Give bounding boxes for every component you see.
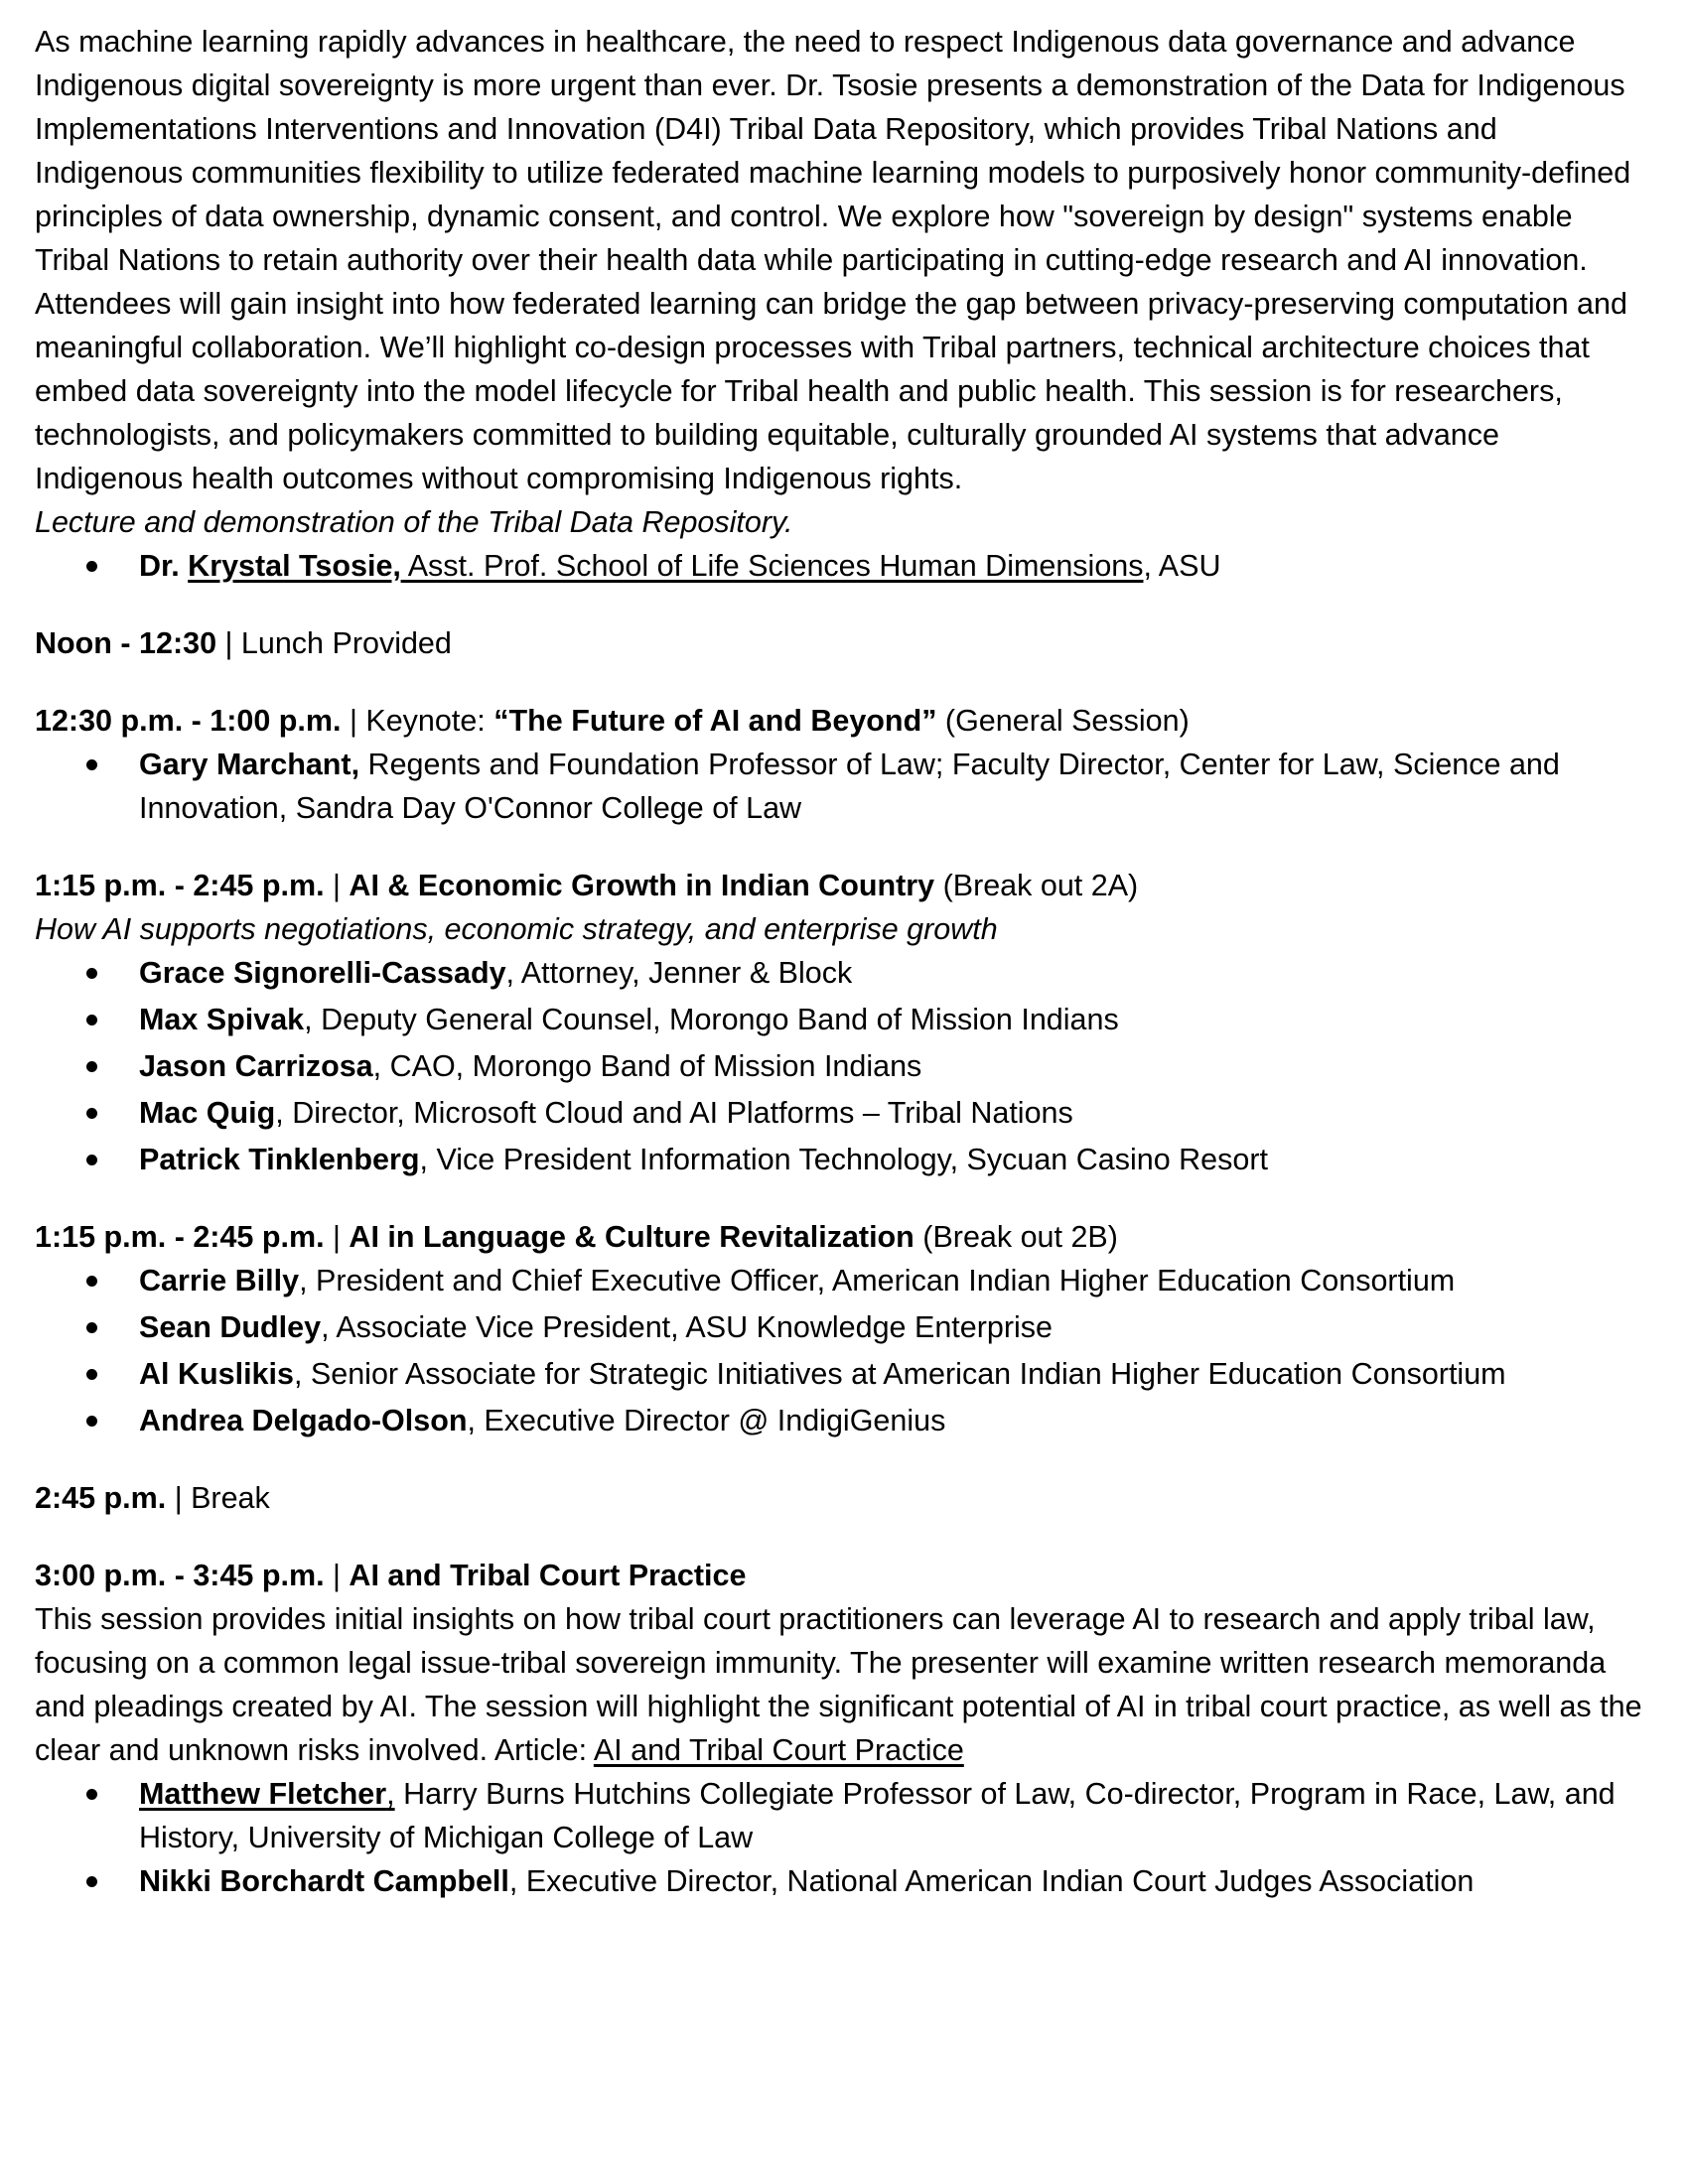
text-segment: Max Spivak [139, 1003, 305, 1036]
speaker-list-keynote [35, 743, 1648, 830]
text-segment: Noon - 12:30 [35, 626, 217, 660]
text-segment: AI in Language & Culture Revitalization [349, 1220, 914, 1254]
text-segment: As machine learning rapidly advances in healthcare, the need to respect Indigenous data governance and advance Indigenous digital sovereignty is more urgent than ever. Dr. Tsosie presents a demonstration of the Data for Indigenous Implementations Interventions and Innovation (D4I) Tribal Data Repository, which provides Tribal Nations and Indigenous communities flexibility to utilize federated machine learning models to purposively honor community-defined principles of data ownership, dynamic consent, and control. We explore how "sovereign by design" systems enable Tribal Nations to retain authority over their health data while participating in cutting-edge research and AI innovation. [35, 25, 1631, 277]
speaker-jason-carrizosa [35, 1044, 1648, 1088]
text-link[interactable]: Krystal Tsosie, [188, 549, 401, 583]
text-link[interactable]: Asst. Prof. School of Life Sciences Human Dimensions [400, 549, 1144, 583]
text-segment: Al Kuslikis [139, 1357, 294, 1391]
text-segment: (Break out 2B) [914, 1220, 1118, 1254]
text-segment: Gary Marchant, [139, 748, 360, 781]
speaker-list-breakout-2a [35, 951, 1648, 1181]
intro-paragraph-d4i [35, 20, 1648, 282]
schedule-keynote [35, 699, 1648, 743]
text-segment: AI & Economic Growth in Indian Country [349, 869, 935, 902]
session-heading-tribal-court [35, 1554, 1648, 1597]
session-description-tribal-court [35, 1597, 1648, 1772]
speaker-list-breakout-2b [35, 1259, 1648, 1442]
text-segment: , ASU [1143, 549, 1221, 583]
text-segment: 2:45 p.m. [35, 1481, 167, 1515]
text-segment: (Break out 2A) [934, 869, 1139, 902]
text-segment: AI and Tribal Court Practice [349, 1559, 747, 1592]
text-link[interactable]: AI and Tribal Court Practice [593, 1733, 964, 1767]
text-segment: | [324, 869, 350, 902]
text-segment: Grace Signorelli-Cassady [139, 956, 506, 990]
text-segment: , President and Chief Executive Officer, American Indian Higher Education Consortium [299, 1264, 1456, 1297]
text-segment: , Deputy General Counsel, Morongo Band of Mission Indians [304, 1003, 1119, 1036]
text-segment: 3:00 p.m. - 3:45 p.m. [35, 1559, 325, 1592]
schedule-break [35, 1476, 1648, 1520]
text-segment: Nikki Borchardt Campbell [139, 1864, 509, 1898]
text-segment: “The Future of AI and Beyond” [493, 704, 937, 738]
speaker-list-campbell [35, 1859, 1648, 1903]
text-segment: Jason Carrizosa [139, 1049, 373, 1083]
speaker-list-d4i [35, 544, 1648, 588]
text-segment: 12:30 p.m. - 1:00 p.m. [35, 704, 342, 738]
text-segment: Sean Dudley [139, 1310, 322, 1344]
speaker-gary-marchant [35, 743, 1648, 830]
text-segment: | Break [166, 1481, 270, 1515]
text-segment: Dr. [139, 549, 189, 583]
text-segment: Carrie Billy [139, 1264, 300, 1297]
text-segment: Andrea Delgado-Olson [139, 1404, 468, 1437]
speaker-max-spivak [35, 998, 1648, 1041]
speaker-mac-quig [35, 1091, 1648, 1135]
speaker-carrie-billy [35, 1259, 1648, 1302]
text-segment: | [324, 1559, 350, 1592]
text-segment: 1:15 p.m. - 2:45 p.m. [35, 869, 325, 902]
text-segment: Lecture and demonstration of the Tribal Data Repository. [35, 505, 793, 539]
speaker-nikki-borchardt-campbell [35, 1859, 1648, 1903]
text-segment: | [324, 1220, 350, 1254]
speaker-sean-dudley [35, 1305, 1648, 1349]
speaker-list-fletcher [35, 1772, 1648, 1859]
text-segment: How AI supports negotiations, economic strategy, and enterprise growth [35, 912, 998, 946]
text-segment: , Executive Director @ IndigiGenius [467, 1404, 946, 1437]
session-heading-breakout-2b [35, 1215, 1648, 1259]
text-segment: (General Session) [936, 704, 1190, 738]
session-format-note [35, 500, 1648, 544]
text-segment: , Executive Director, National American Indian Court Judges Association [508, 1864, 1475, 1898]
text-segment: Attendees will gain insight into how federated learning can bridge the gap between privacy-preserving computation and meaningful collaboration. We’ll highlight co-design processes with Tribal partners, technical architecture choices that embed data sovereignty into the model lifecycle for Tribal health and public health. This session is for researchers, technologists, and policymakers committed to building equitable, culturally grounded AI systems that advance Indigenous health outcomes without compromising Indigenous rights. [35, 287, 1627, 495]
speaker-krystal-tsosie [35, 544, 1648, 588]
text-segment: | Lunch Provided [216, 626, 452, 660]
text-segment: , Attorney, Jenner & Block [505, 956, 853, 990]
text-segment: 1:15 p.m. - 2:45 p.m. [35, 1220, 325, 1254]
text-segment: | Keynote: [341, 704, 494, 738]
text-link[interactable]: Matthew Fletcher [139, 1777, 387, 1811]
text-segment: , Associate Vice President, ASU Knowledge Enterprise [321, 1310, 1053, 1344]
text-segment: , CAO, Morongo Band of Mission Indians [372, 1049, 922, 1083]
text-segment: Regents and Foundation Professor of Law; Faculty Director, Center for Law, Science and Innovation, Sandra Day O'Connor College of Law [139, 748, 1560, 825]
text-segment: Patrick Tinklenberg [139, 1143, 420, 1176]
text-segment: , Senior Associate for Strategic Initiatives at American Indian Higher Education Consortium [293, 1357, 1506, 1391]
speaker-al-kuslikis [35, 1352, 1648, 1396]
text-segment: , Vice President Information Technology, Sycuan Casino Resort [419, 1143, 1268, 1176]
session-heading-breakout-2a [35, 864, 1648, 907]
text-segment: , Director, Microsoft Cloud and AI Platforms – Tribal Nations [275, 1096, 1073, 1130]
speaker-patrick-tinklenberg [35, 1138, 1648, 1181]
text-link[interactable]: , [386, 1777, 395, 1811]
schedule-lunch [35, 621, 1648, 665]
text-segment: Mac Quig [139, 1096, 276, 1130]
text-segment: Harry Burns Hutchins Collegiate Professor of Law, Co-director, Program in Race, Law, and History, University of Michigan College of Law [139, 1777, 1616, 1854]
speaker-matthew-fletcher [35, 1772, 1648, 1859]
speaker-andrea-delgado-olson [35, 1399, 1648, 1442]
session-subtitle-breakout-2a [35, 907, 1648, 951]
text-segment: This session provides initial insights on how tribal court practitioners can leverage AI to research and apply tribal law, focusing on a common legal issue-tribal sovereign immunity. The presenter will examine written research memoranda and pleadings created by AI. The session will highlight the significant potential of AI in tribal court practice, as well as the clear and unknown risks involved. Article: [35, 1602, 1642, 1767]
intro-paragraph-attendees [35, 282, 1648, 500]
speaker-grace-signorelli-cassady [35, 951, 1648, 995]
